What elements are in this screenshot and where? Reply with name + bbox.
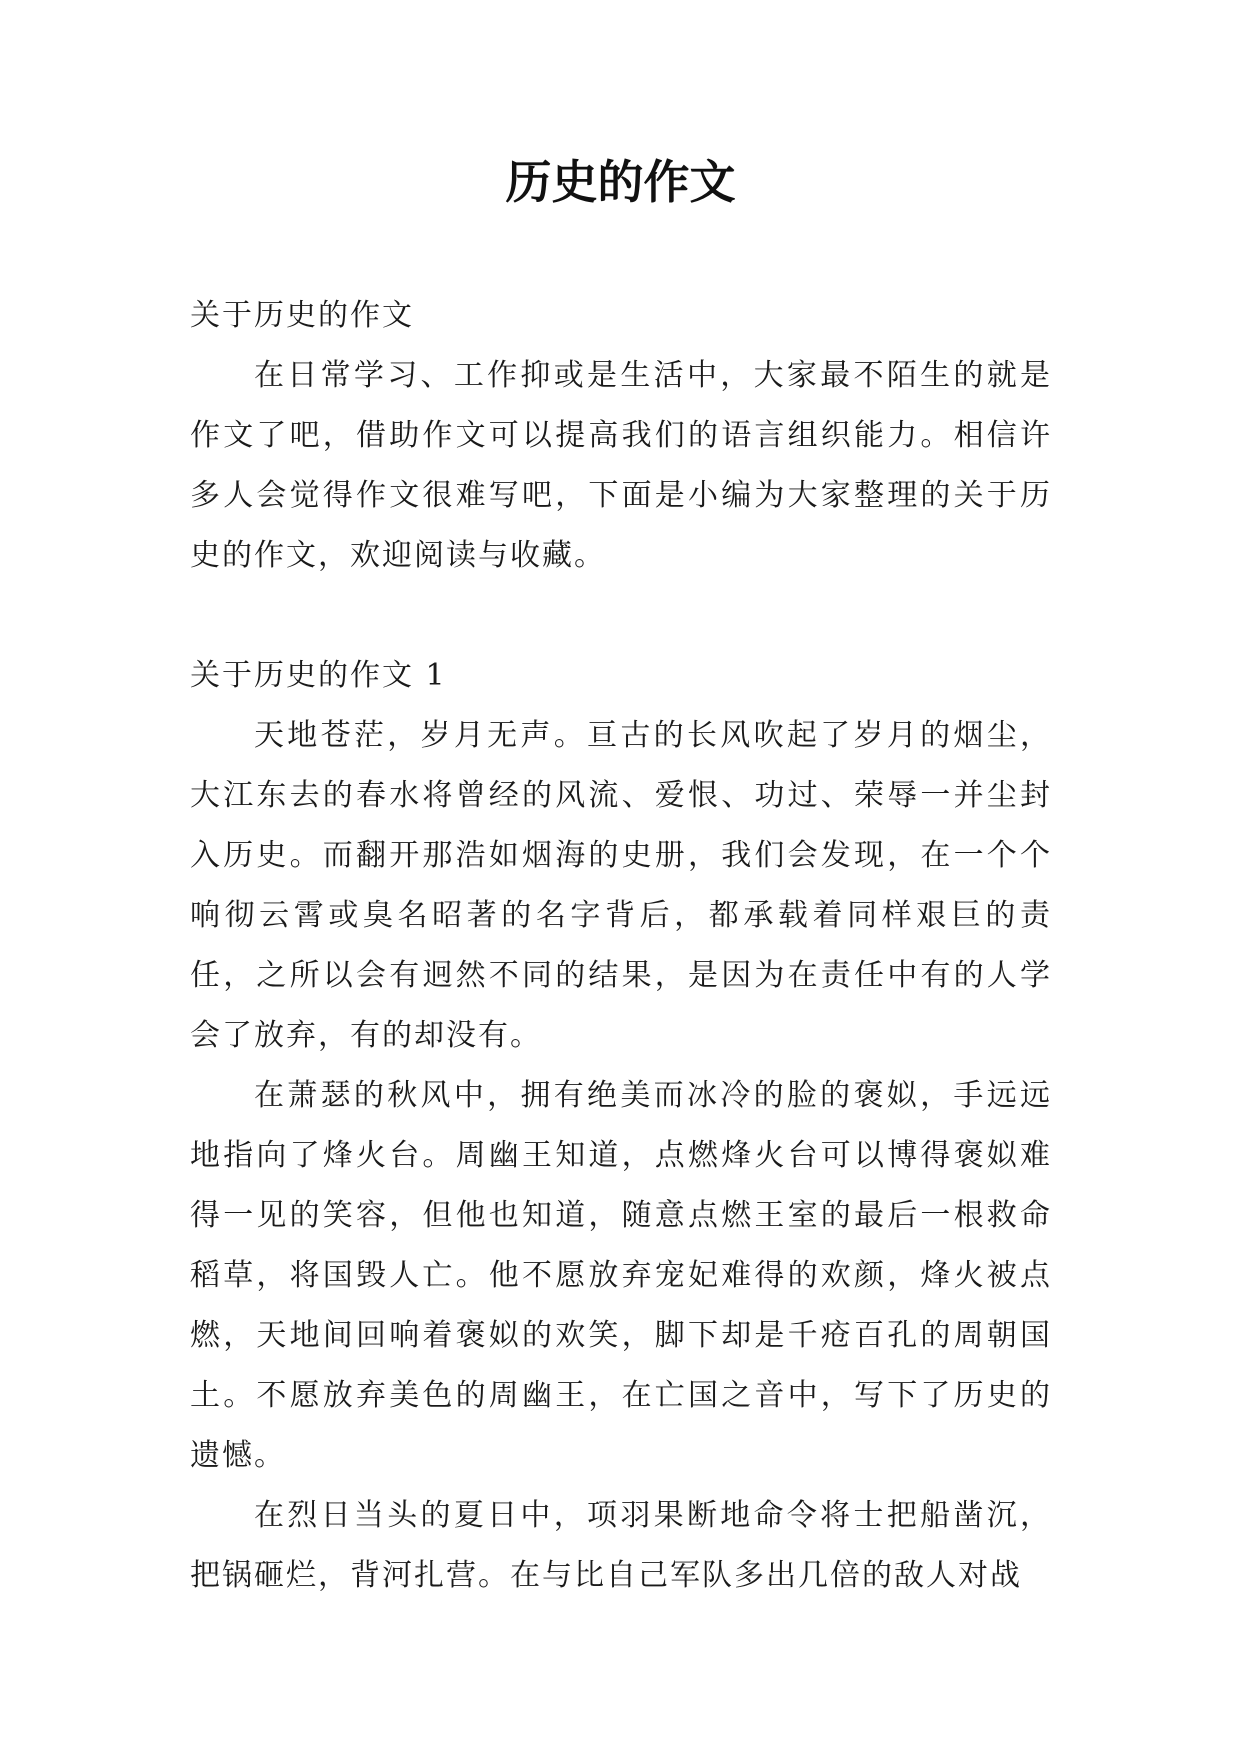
essay-paragraph-2: 在萧瑟的秋风中，拥有绝美而冰冷的脸的褒姒，手远远地指向了烽火台。周幽王知道，点燃烽火台可以博得褒姒难得一见的笑容，但他也知道，随意点燃王室的最后一根救命稻草，将国毁人亡。他不愿放弃宠妃难得的欢颜，烽火被点燃，天地间回响着褒姒的欢笑，脚下却是千疮百孔的周朝国土。不愿放弃美色的周幽王，在亡国之音中，写下了历史的遗憾。 xyxy=(190,1078,1052,1473)
intro-heading: 关于历史的作文 xyxy=(190,298,414,333)
essay-heading: 关于历史的作文 1 xyxy=(190,658,447,693)
intro-paragraph: 在日常学习、工作抑或是生活中，大家最不陌生的就是作文了吧，借助作文可以提高我们的语言组织能力。相信许多人会觉得作文很难写吧，下面是小编为大家整理的关于历史的作文，欢迎阅读与收藏。 xyxy=(190,358,1052,573)
document-body xyxy=(190,286,1052,1606)
essay-paragraph-3: 在烈日当头的夏日中，项羽果断地命令将士把船凿沉，把锅砸烂，背河扎营。在与比自己军队多出几倍的敌人对战 xyxy=(190,1498,1052,1593)
essay-paragraph-1: 天地苍茫，岁月无声。亘古的长风吹起了岁月的烟尘，大江东去的春水将曾经的风流、爱恨、功过、荣辱一并尘封入历史。而翻开那浩如烟海的史册，我们会发现，在一个个响彻云霄或臭名昭著的名字背后，都承载着同样艰巨的责任，之所以会有迥然不同的结果，是因为在责任中有的人学会了放弃，有的却没有。 xyxy=(190,718,1052,1053)
document-title: 历史的作文 xyxy=(505,155,736,209)
section-gap xyxy=(190,586,1052,646)
